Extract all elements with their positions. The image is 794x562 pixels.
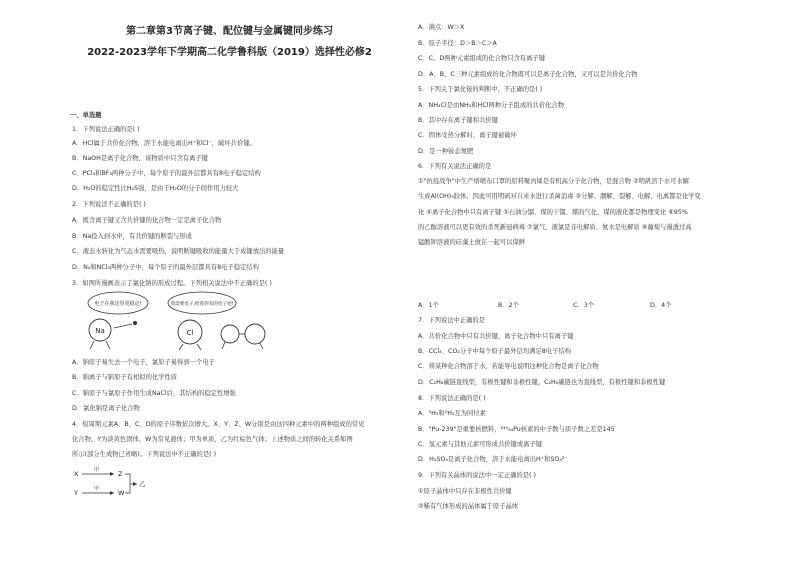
left-line: 1．下列说法正确的是( ) [72,126,140,133]
right-line: B．"Pu-239"是重要核燃料，²³⁹₉₄Pu核素的中子数与质子数之差是145 [418,426,615,433]
left-line: 所示(部分生成物已省略)。下列说法中不正确的是( ) [72,451,217,458]
right-line: 的乙醇溶液可以更有效的杀死新冠病毒 ⑦氯气、液氯是非电解质、氨水是电解质 ⑧葡萄与漫透过高 [418,224,692,231]
right-line: 9．下列有关晶体的说法中一定正确的是( ) [418,472,536,479]
chloride-ion-character [245,324,265,344]
right-line: B．其中存在离子键和共价键 [418,117,498,124]
left-line: 4．短周期元素A、B、C、D的原子序数依次增大。X、Y、Z、W分别是由这四种元素中的两种组成的常见 [72,421,365,428]
diagram-label-x: X [74,470,79,478]
right-line: ②稀有气体形成的晶体属于原子晶体 [418,503,519,510]
diagram-label-y: Y [74,489,78,497]
left-line: B．Na投入到水中，有共价键的断裂与形成 [72,233,192,240]
diagram-arrow-top-label: 甲 [94,467,100,473]
right-line: B．原子半径：D＞B＞C＞A [418,40,497,47]
right-line: ①"抗疫战争"中生产熔喷布口罩的原料聚丙烯是有机高分子化合物，是混合物 ②明矾溶于水可水解 [418,178,689,185]
right-line: ①原子晶体中只存在非极性共价键 [418,488,512,495]
left-line: D．氯化钠是离子化合物 [72,405,140,412]
left-line: B．NaOH是离子化合物，该物质中只含有离子键 [72,155,208,162]
left-line: D．H₂O的稳定性比H₂S强，是由于H₂O的分子间作用力较大 [72,185,239,192]
q6-option-b: B．2个 [498,302,519,309]
right-line: A．沸点：W＞X [418,24,465,31]
right-line: 锰酸钾溶液的硅藻土放在一起可以保鲜 [418,239,526,246]
left-line: 化合物，Y为淡黄色固体，W为常见液体；甲为单质，乙为红棕色气体；上述物质之间的转化关系如图 [72,436,353,443]
right-line: 化 ④离子化合物中只有离子键 ⑤石油分馏、煤的干馏、煤的气化、煤的液化都是物理变化 ⑥95% [418,209,688,216]
sodium-label: Na [95,327,105,335]
right-line: B．CCl₄、CO₂分子中每个原子最外层均满足8电子结构 [418,348,571,355]
right-line: 6．下列有关说法正确的是 [418,163,492,170]
left-line: 一、单选题 [70,112,102,119]
right-line: D．A、B、C三种元素组成的化合物既可以是离子化合物，又可以是共价化合物 [418,71,638,78]
right-line: D．是一种铵态氮肥 [418,148,474,155]
left-line: A．钠原子易失去一个电子，氯原子易得到一个电子 [72,359,215,366]
right-line: 7．下列说法中正确的是 [418,317,485,324]
diagram-label-w: W [118,489,125,497]
left-line: D．N₂和NCl₃两种分子中，每个原子的最外层都具有8电子稳定结构 [72,264,259,271]
sodium-chloride-cartoon [70,290,310,352]
diagram-label-yi: 乙 [139,480,146,488]
speech-bubble-right-text: 我需要电子,给我你有的电子吧! [170,302,234,307]
right-line: A．NH₄Cl是由NH₃和HCl两种分子组成的共价化合物 [418,102,565,109]
left-line: C．液态水转化为气态水需要吸热，说明断键吸收的能量大于成键放出的能量 [72,248,285,255]
right-line: C．氢元素与其他元素可形成共价键或离子键 [418,441,543,448]
diagram-arrow-bottom-label: 甲 [94,486,100,492]
document-subtitle: 2022-2023学年下学期高二化学鲁科版（2019）选择性必修2 [87,47,372,58]
left-line: A．既含离子键又含共价键的化合物一定是离子化合物 [72,217,222,224]
right-line: A．共价化合物中只有共价键，离子化合物中只有离子键 [418,333,574,340]
q6-option-a: A．1个 [418,302,439,309]
document-title: 第二章第3节离子键、配位键与金属键同步练习 [126,26,333,37]
right-line: C．将某种化合物溶于水，若能导电说明这种化合物是离子化合物 [418,363,599,370]
right-line: A．¹H₂和²H₂互为同位素 [418,410,486,417]
left-line: C．钠原子与氯原子作用生成NaCl后，其结构的稳定性增强 [72,390,236,397]
right-line: 8．下列说法正确的是( ) [418,395,486,402]
left-line: B．钠离子与钠原子有相似的化学性质 [72,374,178,381]
right-line: 5．下列关于氯化铵的判断中，不正确的是( ) [418,86,543,93]
diagram-label-z: Z [118,470,123,478]
electron-icon [133,321,137,325]
left-line: 3．如图所漫画表示了氯化钠的形成过程。下列相关说法中不正确的是( ) [72,280,272,287]
right-line: C．C、D两种元素组成的化合物只含有离子键 [418,55,545,62]
transformation-diagram [72,464,152,506]
left-line: C．PCl₃和BF₃两种分子中，每个原子的最外层都具有8电子稳定结构 [72,170,261,177]
speech-bubble-left-text: 电子在我这里更稳定! [94,301,142,307]
right-line: D．H₂SO₄是离子化合物，溶于水能电离出H⁺和SO₄²⁻ [418,456,568,463]
right-line: 生成Al(OH)₃胶体，因此可用明矾对自来水进行杀菌消毒 ③分解、潮解、裂解、电解、电离都是化学变 [418,193,701,200]
right-line: C．固体受热分解时，离子键被破坏 [418,132,517,139]
sodium-ion-character [221,325,239,343]
q6-option-d: D．4个 [650,302,672,309]
left-line: 2．下列说法不正确的是( ) [72,201,146,208]
chlorine-label: Cl [186,329,194,337]
q6-option-c: C．3个 [573,302,594,309]
left-line: A．HCl属于共价化合物，溶于水能电离出H⁺和Cl⁻，破坏共价键。 [72,140,256,147]
right-line: D．C₂H₆碳链直线型，有极性键和非极性键，C₂H₆碳链也为直线型，有极性键和非极性键 [418,379,666,386]
